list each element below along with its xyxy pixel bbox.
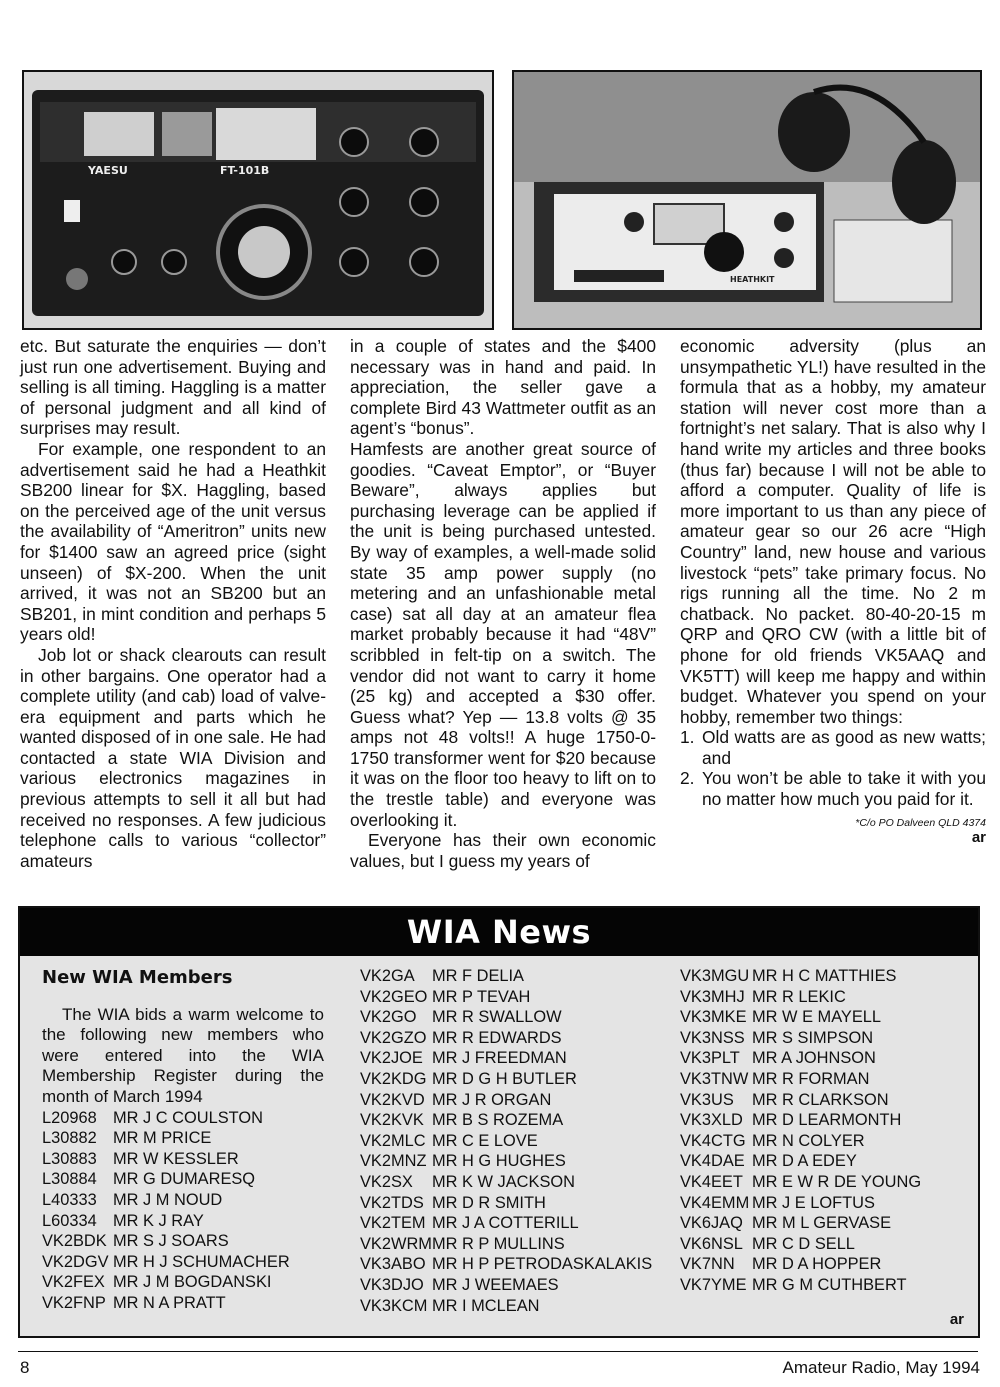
member-row bbox=[360, 1254, 660, 1275]
article-column-3 bbox=[680, 336, 986, 846]
member-callsign: VK3DJO bbox=[360, 1275, 424, 1294]
member-name: MR K W JACKSON bbox=[432, 1172, 575, 1191]
member-name: MR J R ORGAN bbox=[432, 1090, 552, 1109]
member-name: MR H J SCHUMACHER bbox=[113, 1252, 290, 1271]
news-column-2 bbox=[360, 966, 660, 1316]
member-callsign: VK6NSL bbox=[680, 1234, 743, 1253]
member-row bbox=[680, 1028, 970, 1049]
member-name: MR M PRICE bbox=[113, 1129, 212, 1148]
member-name: MR P TEVAH bbox=[432, 987, 531, 1006]
member-row bbox=[360, 966, 660, 987]
member-callsign: VK4EET bbox=[680, 1172, 743, 1191]
member-name: MR R CLARKSON bbox=[752, 1090, 889, 1109]
member-list bbox=[42, 1108, 324, 1314]
member-name: MR R SWALLOW bbox=[432, 1008, 562, 1027]
member-callsign: L60334 bbox=[42, 1211, 97, 1230]
article-paragraph: Job lot or shack clearouts can result in other bargains. One operator had a complete utility (and cab) load of valve-era equipment and parts which he wanted disposed of in one sale. He had contacted a state WIA Division and various electronics magazines in previous attempts to sell it all but had received no responses. A few judicious telephone calls to various “collector” amateurs bbox=[20, 644, 326, 871]
member-row bbox=[360, 1172, 660, 1193]
yaesu-transceiver-photo bbox=[22, 70, 494, 330]
member-row bbox=[360, 1007, 660, 1028]
advice-list bbox=[680, 727, 986, 809]
member-row bbox=[680, 1193, 970, 1214]
list-item bbox=[680, 768, 986, 809]
member-name: MR J FREEDMAN bbox=[432, 1049, 567, 1068]
member-callsign: VK3TNW bbox=[680, 1069, 749, 1088]
member-callsign: L30883 bbox=[42, 1149, 97, 1168]
member-name: MR N A PRATT bbox=[113, 1293, 226, 1312]
member-name: MR F DELIA bbox=[432, 967, 524, 985]
wia-news-box bbox=[18, 906, 980, 1338]
heathkit-photo-drawing bbox=[514, 72, 980, 328]
member-callsign: VK4CTG bbox=[680, 1131, 746, 1150]
member-row bbox=[680, 1254, 970, 1275]
article-paragraph: Everyone has their own economic values, but I guess my years of bbox=[350, 830, 656, 871]
member-name: MR R FORMAN bbox=[752, 1069, 870, 1088]
page-number: 8 bbox=[20, 1358, 30, 1377]
member-name: MR D LEARMONTH bbox=[752, 1111, 902, 1130]
member-callsign: VK7NN bbox=[680, 1255, 735, 1274]
member-name: MR J WEEMAES bbox=[432, 1275, 559, 1294]
member-callsign: VK3XLD bbox=[680, 1111, 743, 1130]
member-callsign: VK2GO bbox=[360, 1008, 417, 1027]
member-name: MR J A COTTERILL bbox=[432, 1214, 579, 1233]
member-callsign: VK2KVK bbox=[360, 1111, 424, 1130]
member-name: MR C E LOVE bbox=[432, 1131, 538, 1150]
member-callsign: VK2GZO bbox=[360, 1028, 427, 1047]
member-name: MR B S ROZEMA bbox=[432, 1111, 564, 1130]
member-name: MR J M NOUD bbox=[113, 1190, 223, 1209]
article-paragraph: For example, one respondent to an advertisement said he had a Heathkit SB200 linear for $X. Haggling, based on the perceived age of the unit versus the availability of “Ameritron” units new for $1400 saw an agreed price (sight unseen) of $X-200. When the unit arrived, it was not an SB200 but an SB201, in mint condition and perhaps 5 years old! bbox=[20, 438, 326, 645]
member-callsign: VK3US bbox=[680, 1090, 734, 1109]
member-name: MR M L GERVASE bbox=[752, 1214, 892, 1233]
article-end-mark: ar bbox=[971, 828, 986, 846]
member-callsign: VK3ABO bbox=[360, 1255, 426, 1274]
article-paragraph: Hamfests are another great source of goodies. “Caveat Emptor”, or “Buyer Beware”, always applies but purchasing leverage can be applied if the unit is being purchased untested. By way of examples, a well-made solid state 35 amp power supply (no metering and an unfashionable metal case) sat all day at an amateur flea market probably because it had “48V” scribbled in felt-tip on a switch. The vendor did not want to carry it home (25 kg) and accepted a $30 offer. Guess what? Yep — 13.8 volts @ 35 amps not 48 volts!! A huge 1750-0-1750 transformer went for $20 because it was on the floor too heavy to lift on to the trestle table) and everyone was overlooking it. bbox=[350, 438, 656, 830]
article-paragraph: in a couple of states and the $400 necessary was in hand and paid. In appreciation, the seller gave a complete Bird 43 Wattmeter outfit as an agent’s “bonus”. bbox=[350, 336, 656, 439]
article-column-1 bbox=[20, 336, 326, 871]
member-name: MR N COLYER bbox=[752, 1131, 865, 1150]
member-callsign: VK7YME bbox=[680, 1275, 747, 1294]
member-row bbox=[680, 1131, 970, 1152]
member-row bbox=[360, 1275, 660, 1296]
member-callsign: VK2WRM bbox=[360, 1234, 432, 1253]
member-callsign: L40333 bbox=[42, 1190, 97, 1209]
member-row bbox=[680, 1007, 970, 1028]
member-name: MR D A HOPPER bbox=[752, 1255, 882, 1274]
member-callsign: VK2BDK bbox=[42, 1232, 107, 1251]
member-row bbox=[360, 1110, 660, 1131]
member-row bbox=[42, 1128, 324, 1149]
member-name: MR D A EDEY bbox=[752, 1152, 857, 1171]
member-row bbox=[42, 1149, 324, 1170]
member-callsign: VK3MGU bbox=[680, 967, 750, 985]
member-callsign: VK3MKE bbox=[680, 1008, 747, 1027]
article-column-2 bbox=[350, 336, 656, 871]
member-name: MR J C COULSTON bbox=[113, 1108, 263, 1127]
member-row bbox=[680, 1172, 970, 1193]
member-name: MR S SIMPSON bbox=[752, 1028, 874, 1047]
new-members-intro: The WIA bids a warm welcome to the following new members who were entered into the WIA Membership Register during the month of March 1994 bbox=[42, 1004, 324, 1106]
footer-divider bbox=[18, 1351, 978, 1352]
article-paragraph: etc. But saturate the enquiries — don’t just run one advertisement. Buying and selling is all timing. Haggling is a matter of personal judgment and all kind of surprises may result. bbox=[20, 336, 326, 439]
member-callsign: L30882 bbox=[42, 1129, 97, 1148]
member-row bbox=[360, 1048, 660, 1069]
member-row bbox=[360, 1069, 660, 1090]
member-callsign: VK4EMM bbox=[680, 1193, 750, 1212]
member-callsign: VK4DAE bbox=[680, 1152, 745, 1171]
member-row bbox=[360, 1296, 660, 1317]
author-address: *C/o PO Dalveen QLD 4374 bbox=[855, 816, 986, 829]
list-item-text: Old watts are as good as new watts; and bbox=[702, 727, 986, 768]
member-row bbox=[680, 966, 970, 987]
article-paragraph: economic adversity (plus an unsympathetic YL!) have resulted in the formula that as a hobby, my amateur station will never cost more than a fortnight’s net salary. That is also why I hand write my articles and three books (thus far) because I will not be able to afford a computer. Quality of life is more important to us than any piece of amateur gear so our 26 acre “High Country” land, new house and various livestock “pets” take primary focus. No rigs running all the time. No 2 m chatback. No packet. 80-40-20-15 m QRP and QRO CW (with a little bit of phone for old friends VK5AAQ and VK5TT) will keep me happy and within budget. Whatever you spend on your hobby, remember two things: bbox=[680, 336, 986, 727]
member-row bbox=[680, 987, 970, 1008]
member-row bbox=[360, 1131, 660, 1152]
news-column-1 bbox=[42, 966, 324, 1314]
list-item-number: 2. bbox=[680, 768, 695, 789]
member-callsign: VK2GEO bbox=[360, 987, 428, 1006]
member-callsign: VK2TDS bbox=[360, 1193, 424, 1212]
member-row bbox=[42, 1190, 324, 1211]
member-name: MR H G HUGHES bbox=[432, 1152, 566, 1171]
member-name: MR E W R DE YOUNG bbox=[752, 1172, 922, 1191]
member-callsign: VK2GA bbox=[360, 967, 415, 985]
member-row bbox=[42, 1108, 324, 1129]
member-name: MR S J SOARS bbox=[113, 1232, 229, 1251]
member-name: MR J M BOGDANSKI bbox=[113, 1273, 272, 1292]
yaesu-model-label: FT-101B bbox=[220, 164, 270, 177]
member-callsign: VK2SX bbox=[360, 1172, 413, 1191]
list-item-text: You won’t be able to take it with you no matter how much you paid for it. bbox=[702, 768, 986, 810]
member-row bbox=[42, 1293, 324, 1314]
member-row bbox=[42, 1211, 324, 1232]
member-callsign: VK2KDG bbox=[360, 1069, 427, 1088]
member-name: MR H C MATTHIES bbox=[752, 967, 897, 985]
member-row bbox=[680, 1110, 970, 1131]
member-row bbox=[360, 1234, 660, 1255]
member-callsign: L20968 bbox=[42, 1108, 97, 1127]
member-name: MR W KESSLER bbox=[113, 1149, 239, 1168]
member-callsign: VK2MLC bbox=[360, 1131, 426, 1150]
yaesu-photo-drawing bbox=[24, 72, 492, 328]
member-row bbox=[360, 1213, 660, 1234]
member-row bbox=[360, 1193, 660, 1214]
member-callsign: VK2JOE bbox=[360, 1049, 423, 1068]
news-column-3 bbox=[680, 966, 970, 1296]
member-callsign: VK6JAQ bbox=[680, 1214, 743, 1233]
member-callsign: L30884 bbox=[42, 1170, 97, 1189]
member-name: MR R LEKIC bbox=[752, 987, 846, 1006]
member-row bbox=[360, 1151, 660, 1172]
member-callsign: VK3KCM bbox=[360, 1296, 428, 1315]
new-members-title: New WIA Members bbox=[42, 967, 233, 988]
member-row bbox=[680, 1048, 970, 1069]
member-name: MR D G H BUTLER bbox=[432, 1069, 577, 1088]
member-row bbox=[42, 1272, 324, 1293]
member-callsign: VK2DGV bbox=[42, 1252, 109, 1271]
member-row bbox=[680, 1275, 970, 1296]
member-callsign: VK3PLT bbox=[680, 1049, 740, 1068]
member-row bbox=[360, 1090, 660, 1111]
member-name: MR H P PETRODASKALAKIS bbox=[432, 1255, 653, 1274]
list-item-number: 1. bbox=[680, 727, 695, 748]
member-name: MR I MCLEAN bbox=[432, 1296, 540, 1315]
member-row bbox=[680, 1090, 970, 1111]
member-row bbox=[360, 987, 660, 1008]
member-row bbox=[42, 1169, 324, 1190]
member-callsign: VK3NSS bbox=[680, 1028, 745, 1047]
member-row bbox=[680, 1151, 970, 1172]
member-name: MR R EDWARDS bbox=[432, 1028, 562, 1047]
member-name: MR C D SELL bbox=[752, 1234, 855, 1253]
member-row bbox=[680, 1213, 970, 1234]
member-callsign: VK2TEM bbox=[360, 1214, 426, 1233]
member-row bbox=[42, 1252, 324, 1273]
publication-info: Amateur Radio, May 1994 bbox=[782, 1358, 980, 1377]
yaesu-brand-label: YAESU bbox=[88, 164, 128, 177]
member-name: MR G DUMARESQ bbox=[113, 1170, 256, 1189]
member-row bbox=[360, 1028, 660, 1049]
member-callsign: VK2KVD bbox=[360, 1090, 425, 1109]
wia-news-header: WIA News bbox=[20, 908, 978, 956]
member-name: MR G M CUTHBERT bbox=[752, 1275, 907, 1294]
member-callsign: VK2MNZ bbox=[360, 1152, 427, 1171]
member-row bbox=[42, 1231, 324, 1252]
heathkit-receiver-photo bbox=[512, 70, 982, 330]
member-callsign: VK2FEX bbox=[42, 1273, 105, 1292]
member-name: MR R P MULLINS bbox=[432, 1234, 565, 1253]
member-name: MR D R SMITH bbox=[432, 1193, 546, 1212]
member-name: MR K J RAY bbox=[113, 1211, 204, 1230]
heathkit-brand-label: HEATHKIT bbox=[730, 275, 775, 284]
member-name: MR A JOHNSON bbox=[752, 1049, 876, 1068]
news-end-mark: ar bbox=[949, 1311, 964, 1328]
member-callsign: VK2FNP bbox=[42, 1293, 106, 1312]
member-row bbox=[680, 1069, 970, 1090]
member-name: MR J E LOFTUS bbox=[752, 1193, 875, 1212]
member-callsign: VK3MHJ bbox=[680, 987, 745, 1006]
member-row bbox=[680, 1234, 970, 1255]
list-item bbox=[680, 727, 986, 768]
member-name: MR W E MAYELL bbox=[752, 1008, 882, 1027]
